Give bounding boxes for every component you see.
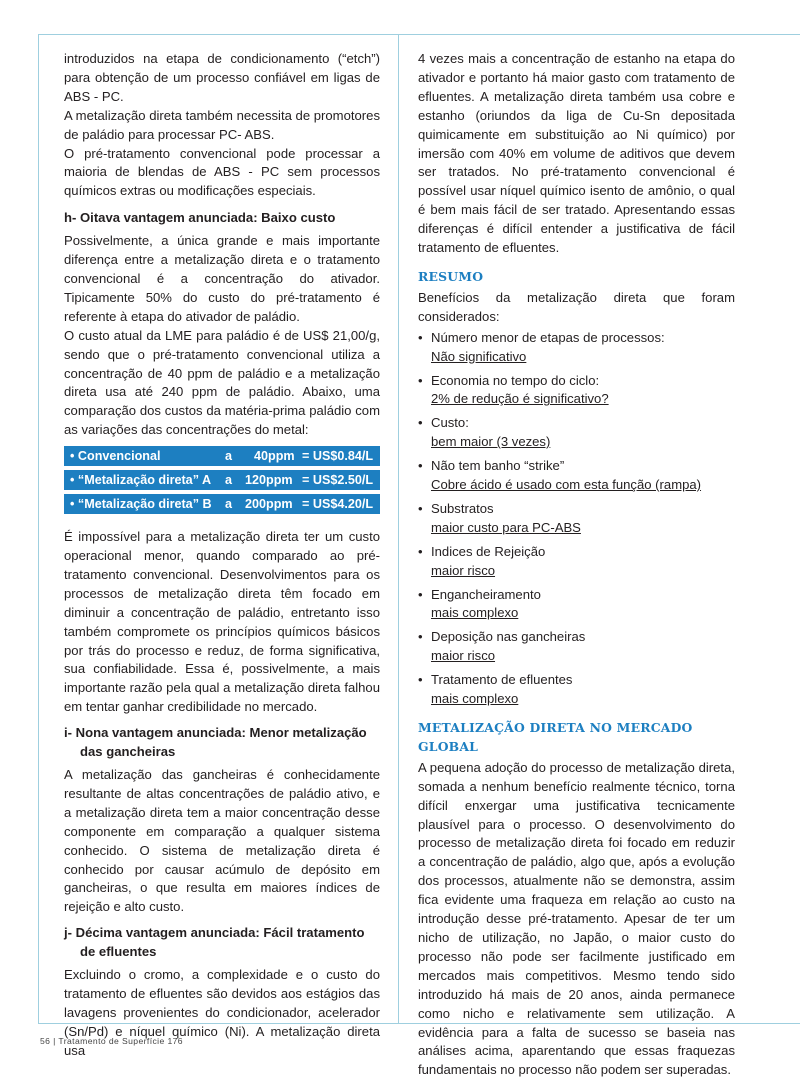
paragraph: 4 vezes mais a concentração de estanho na etapa do ativador e portanto há maior gasto com tratamento de efluentes. A metalização direta também usa cobre e estanho (oriundos da liga de Cu-Sn depositada quimicamente em substituição ao Ni químico) por imersão com 40% em volume de aditivos que devem ser tratados. No pré-tratamento convencional é possível usar níquel químico isento de amônio, o qual é bem mais fácil de ser tratado. Apresentando essas diferenças é difícil entender a justificativa de fácil tratamento de efluentes. (418, 51, 735, 256)
paragraph: A metalização das gancheiras é conhecidamente resultante de altas concentrações de paládio ativo, e a metalização direta tem a maior concentração desse componente em comparação a qualquer sistema conhecido. O sistema de metalização direta é conhecido por causar acúmulo de depósito em gancheiras, o que resulta em maiores índices de rejeição e alto custo. (64, 767, 380, 915)
section-heading-j: j- Décima vantagem anunciada: Fácil tratamento de efluentes (64, 925, 365, 960)
item-note: 2% de redução é significativo? (431, 391, 609, 407)
paragraph: É impossível para a metalização direta ter um custo operacional menor, quando comparado ao pré-tratamento convencional. Desenvolvimentos para os processos de metalização direta têm focado em diminuir a concentração de paládio, entretanto isso também compromete os princípios químicos básicos por trás do processo e reduz, de forma significativa, sua confiabilidade. Essa é, possivelmente, a mais importante razão pela qual a metalização direta falhou em tentar ganhar credibilidade no mercado. (64, 529, 380, 715)
resumo-list (418, 329, 735, 709)
cost-row-ppm: 200ppm (245, 497, 293, 512)
paragraph: Excluindo o cromo, a complexidade e o custo do tratamento de efluentes são devidos aos estágios das lavagens provenientes do condicionador, acelerador (Sn/Pd) e níquel químico (Ni). A metalização direta usa (64, 967, 380, 1058)
list-item (418, 628, 735, 666)
item-note: maior custo para PC-ABS (431, 519, 581, 535)
item-note: Cobre ácido é usado com esta função (rampa) (431, 477, 702, 493)
cost-row-cost: = US$2.50/L (302, 473, 374, 488)
list-item (418, 414, 735, 452)
cost-row-direta-a (64, 470, 380, 490)
paragraph: Possivelmente, a única grande e mais importante diferença entre a metalização direta e o tratamento convencional é a concentração do ativador. Tipicamente 50% do custo do pré-tratamento é referente à etapa do ativador de paládio. (64, 233, 380, 324)
item-label: Engancheiramento (431, 586, 541, 602)
list-item (418, 500, 735, 538)
item-label: Tratamento de efluentes (431, 672, 573, 688)
cost-row-ppm: 40ppm (254, 449, 295, 464)
list-item (418, 329, 735, 367)
item-note: maior risco (431, 562, 496, 578)
section-heading-i: i- Nona vantagem anunciada: Menor metalização das gancheiras (64, 725, 367, 760)
item-note: mais complexo (431, 605, 519, 621)
item-label: Substratos (431, 500, 494, 516)
column-divider (398, 34, 399, 1024)
cost-row-cost: = US$0.84/L (302, 449, 374, 464)
item-note: bem maior (3 vezes) (431, 434, 551, 450)
resumo-title: RESUMO (418, 268, 484, 284)
paragraph: O custo atual da LME para paládio é de US$ 21,00/g, sendo que o pré-tratamento convencional utiliza a concentração de 40 ppm de paládio e a metalização direta usa até 240 ppm de paládio. Abaixo, uma comparação dos custos da matéria-prima paládio com as variações das concentrações do metal: (64, 327, 380, 438)
bullet: • (418, 372, 423, 388)
paragraph: introduzidos na etapa de condicionamento (“etch”) para obtenção de um processo confiável em ligas de ABS - PC. (64, 51, 380, 104)
cost-row-name: • “Metalização direta” A (70, 473, 212, 488)
bullet: • (418, 672, 423, 688)
cost-row-name: • Convencional (70, 449, 161, 464)
cost-row-convencional (64, 446, 380, 466)
item-note: Não significativo (431, 348, 527, 364)
bullet: • (418, 629, 423, 645)
cost-row-a: a (225, 449, 233, 464)
page-folio: 56 | Tratamento de Superfície 176 (40, 1036, 183, 1046)
list-item (418, 543, 735, 581)
section-heading-h: h- Oitava vantagem anunciada: Baixo custo (64, 210, 336, 226)
bullet: • (418, 543, 423, 559)
list-item (418, 671, 735, 709)
cost-row-cost: = US$4.20/L (302, 497, 374, 512)
list-item (418, 372, 735, 410)
mercado-title: METALIZAÇÃO DIRETA NO MERCADO GLOBAL (418, 720, 693, 754)
item-label: Não tem banho “strike” (431, 458, 565, 474)
item-label: Indices de Rejeição (431, 543, 546, 559)
bullet: • (418, 586, 423, 602)
resumo-intro: Benefícios da metalização direta que foram considerados: (418, 289, 735, 324)
item-label: Número menor de etapas de processos: (431, 329, 665, 345)
cost-row-name: • “Metalização direta” B (70, 497, 212, 512)
left-column (64, 50, 380, 1061)
bullet: • (418, 415, 423, 431)
cost-row-ppm: 120ppm (245, 473, 293, 488)
item-label: Economia no tempo do ciclo: (431, 372, 600, 388)
item-label: Custo: (431, 415, 469, 431)
item-label: Deposição nas gancheiras (431, 629, 586, 645)
paragraph: A metalização direta também necessita de promotores de paládio para processar PC- ABS. (64, 107, 380, 142)
palladium-cost-table (64, 446, 380, 514)
cost-row-a: a (225, 497, 233, 512)
item-note: maior risco (431, 648, 496, 664)
right-column (418, 50, 735, 1080)
paragraph: A pequena adoção do processo de metalização direta, somada a nenhum benefício realmente técnico, torna difícil enxergar uma justificativa tecnicamente plausível para o processo. O desenvolvimento do processo de metalização direta foi focado em reduzir a concentração de paládio, algo que, após a evolução dos processos, atualmente não se demonstra, assim fica evidente uma fraqueza em relação ao custo na introdução desse pré-tratamento. Apesar de ter um nicho de utilização, no Japão, o maior custo do processo não pode ser facilmente justificado em mercados mais competitivos. Mesmo tendo sido introduzido há mais de 20 anos, ainda permanece como nicho e relativamente sem utilização. A evidência para a falta de sucesso se baseia nas análises acima, aparentando que essas fraquezas fundamentais no processo não podem ser superadas. (418, 759, 735, 1078)
list-item (418, 457, 735, 495)
paragraph: O pré-tratamento convencional pode processar a maioria de blendas de ABS - PC sem processos químicos extras ou modificações especiais. (64, 145, 380, 199)
list-item (418, 586, 735, 624)
cost-row-a: a (225, 473, 233, 488)
cost-row-direta-b (64, 494, 380, 514)
bullet: • (418, 458, 423, 474)
bullet: • (418, 500, 423, 516)
bullet: • (418, 329, 423, 345)
item-note: mais complexo (431, 691, 519, 707)
